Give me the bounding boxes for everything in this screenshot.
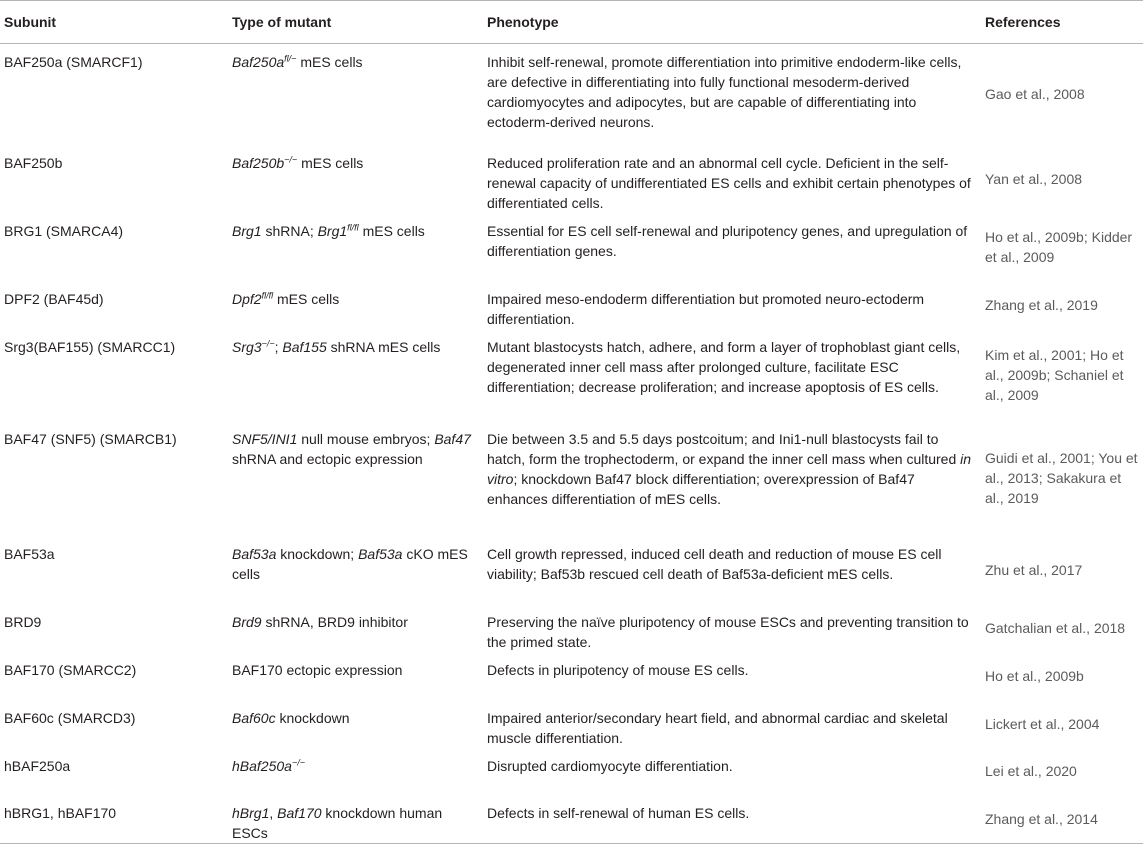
header-subunit: Subunit xyxy=(0,1,228,44)
mutant-text: null mouse embryos; xyxy=(297,430,435,447)
cell-references: Zhang et al., 2019 xyxy=(985,296,1098,313)
cell-mutant-type xyxy=(228,329,486,421)
cell-subunit: BAF60c (SMARCD3) xyxy=(4,709,136,726)
cell-subunit: BAF47 (SNF5) (SMARCB1) xyxy=(4,430,177,447)
table-row xyxy=(0,281,1143,329)
cell-mutant-type xyxy=(228,536,486,604)
cell-references: Ho et al., 2009b; Kidder et al., 2009 xyxy=(985,228,1133,265)
cell-mutant-type xyxy=(228,213,486,281)
cell-references: Yan et al., 2008 xyxy=(985,170,1083,187)
table-row xyxy=(0,536,1143,604)
cell-phenotype: Disrupted cardiomyocyte differentiation. xyxy=(487,757,733,774)
table-row xyxy=(0,795,1143,844)
cell-phenotype: Inhibit self-renewal, promote differentiation into primitive endoderm-like cells, are defective in differentiating into fully functional mesoderm-derived cardiomyocytes and adipocytes, but are capable of differentiating into ectoderm-derived neurons. xyxy=(487,54,962,130)
table-row xyxy=(0,748,1143,795)
cell-mutant-type xyxy=(228,795,486,844)
cell-references: Guidi et al., 2001; You et al., 2013; Sakakura et al., 2019 xyxy=(985,450,1138,506)
cell-mutant-type xyxy=(228,652,486,700)
gene-name: Baf47 xyxy=(434,430,471,447)
cell-references: Lickert et al., 2004 xyxy=(985,715,1100,732)
cell-subunit: BRD9 xyxy=(4,613,42,630)
mutant-text: knockdown human ESCs xyxy=(232,804,443,841)
gene-name: SNF5/INI1 xyxy=(232,430,298,447)
genotype-superscript: −/− xyxy=(291,756,305,767)
mutant-text: mES cells xyxy=(297,154,364,171)
gene-name: hBrg1 xyxy=(232,804,270,821)
table-row xyxy=(0,421,1143,536)
header-phenotype: Phenotype xyxy=(486,1,981,44)
cell-references: Kim et al., 2001; Ho et al., 2009b; Schaniel et al., 2009 xyxy=(985,346,1124,403)
table-row xyxy=(0,652,1143,700)
cell-references: Zhu et al., 2017 xyxy=(985,561,1083,578)
gene-name: Baf170 xyxy=(277,804,322,821)
header-references: References xyxy=(981,1,1143,44)
gene-name: Brg1 xyxy=(317,222,348,239)
table-row xyxy=(0,145,1143,213)
genotype-superscript: −/− xyxy=(261,337,275,348)
cell-mutant-type xyxy=(228,748,486,795)
gene-name: Baf155 xyxy=(282,338,327,355)
gene-name: hBaf250a xyxy=(232,757,292,774)
cell-subunit: Srg3(BAF155) (SMARCC1) xyxy=(4,338,176,355)
cell-references: Lei et al., 2020 xyxy=(985,763,1077,779)
mutant-text: shRNA; xyxy=(261,222,318,239)
gene-name: Srg3 xyxy=(232,338,262,355)
genotype-superscript: fl/fl xyxy=(261,289,274,300)
cell-mutant-type xyxy=(228,145,486,213)
cell-references: Gatchalian et al., 2018 xyxy=(985,619,1126,636)
table-row xyxy=(0,329,1143,421)
mutant-text: mES cells xyxy=(296,54,363,70)
table-row xyxy=(0,700,1143,748)
table-row xyxy=(0,44,1143,145)
mutant-text: mES cells xyxy=(273,290,340,307)
gene-name: Baf53a xyxy=(232,545,277,562)
cell-mutant-type xyxy=(228,700,486,748)
mutant-text: mES cells xyxy=(358,222,425,239)
cell-references: Zhang et al., 2014 xyxy=(981,795,1143,844)
cell-mutant-type xyxy=(228,604,486,652)
cell-phenotype: Reduced proliferation rate and an abnormal cell cycle. Deficient in the self-renewal capacity of undifferentiated ES cells and exhibit certain phenotypes of differentiated cells. xyxy=(487,154,971,211)
gene-name: Brg1 xyxy=(232,222,262,239)
cell-phenotype: Impaired anterior/secondary heart field, and abnormal cardiac and skeletal muscle differentiation. xyxy=(487,709,948,746)
cell-phenotype: Die between 3.5 and 5.5 days postcoitum; and Ini1-null blastocysts fail to hatch, form the trophectoderm, or expand the inner cell mass when cultured in vitro; knockdown Baf47 block differentiation; overexpression of Baf47 enhances differentiation of mES cells. xyxy=(487,430,972,507)
header-row xyxy=(0,1,1143,44)
mutant-text: , xyxy=(269,804,278,821)
cell-phenotype: Essential for ES cell self-renewal and pluripotency genes, and upregulation of differentiation genes. xyxy=(487,222,968,259)
cell-phenotype: Defects in self-renewal of human ES cells. xyxy=(486,795,981,844)
cell-references: Gao et al., 2008 xyxy=(985,86,1085,103)
cell-mutant-type xyxy=(228,281,486,329)
gene-name: Dpf2 xyxy=(232,290,262,307)
cell-phenotype: Mutant blastocysts hatch, adhere, and form a layer of trophoblast giant cells, degenerated inner cell mass after prolonged culture, facilitate ESC differentiation; decrease proliferation; and increase apoptosis of ES cells. xyxy=(487,338,961,395)
mutant-text: shRNA mES cells xyxy=(326,338,441,355)
gene-name: Baf250b xyxy=(232,154,285,171)
cell-mutant-type xyxy=(228,421,486,536)
gene-name: Brd9 xyxy=(232,613,262,630)
mutant-text: knockdown xyxy=(275,709,350,726)
table-row xyxy=(0,604,1143,652)
genotype-superscript: −/− xyxy=(284,153,298,164)
cell-subunit: BAF53a xyxy=(4,545,55,562)
cell-phenotype: Impaired meso-endoderm differentiation but promoted neuro-ectoderm differentiation. xyxy=(487,290,925,327)
mutant-text: shRNA, BRD9 inhibitor xyxy=(261,613,408,630)
cell-references: Ho et al., 2009b xyxy=(985,667,1084,684)
cell-subunit: BAF250a (SMARCF1) xyxy=(4,54,143,70)
mutant-text: BAF170 ectopic expression xyxy=(232,661,403,678)
cell-subunit: hBRG1, hBAF170 xyxy=(0,795,228,844)
genotype-superscript: fl/− xyxy=(284,53,297,64)
gene-name: Baf250a xyxy=(232,54,285,70)
header-type-of-mutant: Type of mutant xyxy=(228,1,486,44)
cell-subunit: BAF250b xyxy=(4,154,63,171)
cell-phenotype: Preserving the naïve pluripotency of mouse ESCs and preventing transition to the primed state. xyxy=(487,613,969,650)
cell-subunit: BRG1 (SMARCA4) xyxy=(4,222,124,239)
cell-phenotype: Cell growth repressed, induced cell death and reduction of mouse ES cell viability; Baf53b rescued cell death of Baf53a-deficient mES cells. xyxy=(487,545,942,582)
genotype-superscript: fl/fl xyxy=(347,221,359,232)
cell-subunit: BAF170 (SMARCC2) xyxy=(4,661,137,678)
mutant-text: knockdown; xyxy=(276,545,359,562)
mutant-text: ; xyxy=(274,338,283,355)
cell-subunit: DPF2 (BAF45d) xyxy=(4,290,104,307)
gene-name: Baf53a xyxy=(358,545,403,562)
mutant-text: shRNA and ectopic expression xyxy=(232,450,423,467)
gene-name: Baf60c xyxy=(232,709,276,726)
cell-subunit: hBAF250a xyxy=(4,757,71,774)
cell-phenotype: Defects in pluripotency of mouse ES cells. xyxy=(487,661,749,678)
cell-mutant-type xyxy=(228,44,486,145)
table-row xyxy=(0,213,1143,281)
mutant-text: cKO mES cells xyxy=(232,545,468,582)
